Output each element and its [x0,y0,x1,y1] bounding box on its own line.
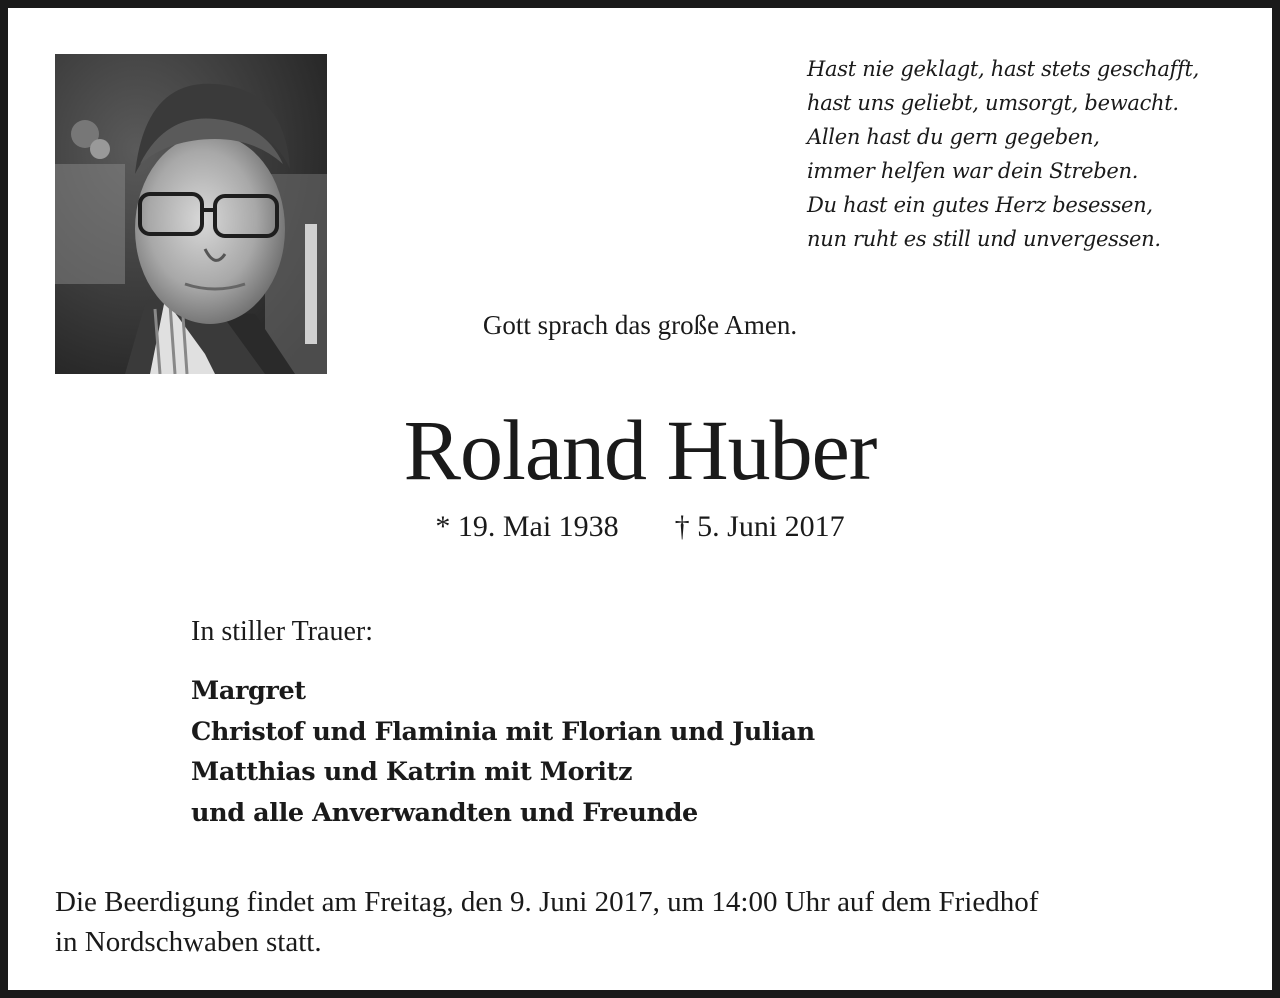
birth-date: * 19. Mai 1938 [435,510,619,543]
funeral-info [55,882,1235,962]
mourner-line: Matthias und Katrin mit Moritz [191,757,633,787]
poem-line: Allen hast du gern gegeben, [807,125,1100,149]
poem-line: immer helfen war dein Streben. [807,159,1139,183]
poem-line: hast uns geliebt, umsorgt, bewacht. [807,91,1179,115]
funeral-line: in Nordschwaben statt. [55,926,322,958]
funeral-line: Die Beerdigung findet am Freitag, den 9. Juni 2017, um 14:00 Uhr auf dem Friedhof [55,886,1039,918]
quote-line [0,308,1280,342]
quote-text: Gott sprach das große Amen. [482,310,798,340]
mourner-line: Margret [191,676,306,706]
mourner-line: und alle Anverwandten und Freunde [191,797,698,828]
poem-verse [807,52,1247,256]
life-dates [0,508,1280,546]
mourner-line: Christof und Flaminia mit Florian und Julian [191,716,815,747]
mourning-intro: In stiller Trauer: [191,616,373,647]
poem-line: Du hast ein gutes Herz besessen, [807,193,1153,217]
deceased-name: Roland Huber [403,402,877,498]
poem-line: Hast nie geklagt, hast stets geschafft, [807,57,1200,81]
poem-line: nun ruht es still und unvergessen. [807,227,1161,251]
mourners-list [191,671,815,833]
death-date: † 5. Juni 2017 [674,510,845,543]
